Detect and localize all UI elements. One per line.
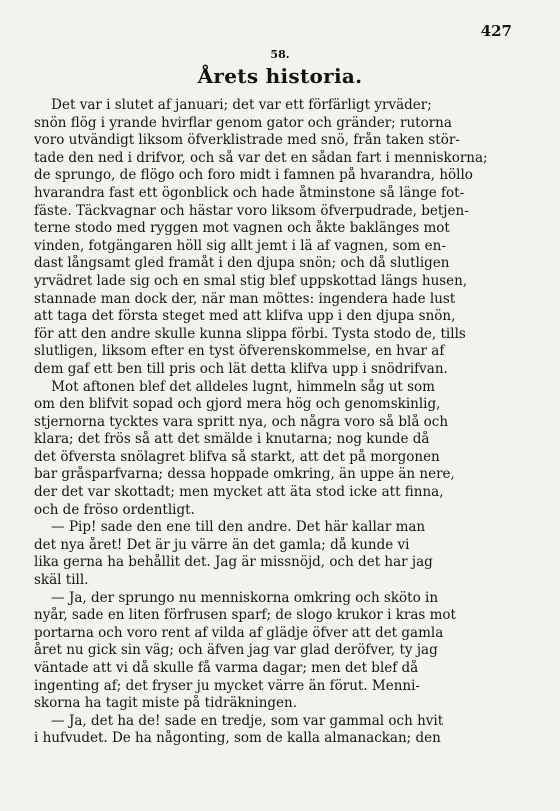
text-line: bar gråsparfvarna; dessa hoppade omkring, än uppe än nere, — [34, 466, 455, 483]
text-line: de sprungo, de flögo och foro midt i famnen på hvarandra, höllo — [34, 167, 473, 184]
body-text — [34, 97, 524, 748]
text-line: tade den ned i drifvor, och så var det en sådan fart i menniskorna; — [34, 149, 488, 166]
text-line: — Pip! sade den ene till den andre. Det här kallar man — [34, 519, 426, 536]
text-line: ingenting af; det fryser ju mycket värre än förut. Menni- — [34, 677, 420, 694]
text-line: klara; det frös så att det smälde i knutarna; nog kunde då — [34, 431, 430, 448]
text-line: lika gerna ha behållit det. Jag är missnöjd, och det har jag — [34, 554, 433, 571]
text-line: Mot aftonen blef det alldeles lugnt, himmeln såg ut som — [34, 378, 435, 395]
text-line: och de fröso ordentligt. — [34, 501, 195, 518]
text-line: stannade man dock der, när man möttes: ingendera hade lust — [34, 290, 456, 307]
text-line: om den blifvit sopad och gjord mera hög och genomskinlig, — [34, 396, 441, 413]
text-line: dast långsamt gled framåt i den djupa snön; och då slutligen — [34, 255, 450, 272]
page-number: 427 — [480, 22, 512, 40]
text-line: stjernorna tycktes vara spritt nya, och några voro så blå och — [34, 413, 449, 430]
chapter-number: 58. — [270, 48, 290, 61]
text-line: vinden, fotgängaren höll sig allt jemt i lä af vagnen, som en- — [34, 237, 446, 254]
text-line: slutligen, liksom efter en tyst öfverenskommelse, en hvar af — [34, 343, 445, 360]
text-line: dem gaf ett ben till pris och lät detta klifva upp i snödrifvan. — [34, 360, 448, 377]
text-line: voro utvändigt liksom öfverklistrade med snö, från taken stör- — [34, 132, 460, 149]
text-line: — Ja, der sprungo nu menniskorna omkring och sköto in — [34, 589, 439, 606]
text-line: snön flög i yrande hvirflar genom gator och gränder; rutorna — [34, 114, 452, 131]
text-line: det nya året! Det är ju värre än det gamla; då kunde vi — [34, 536, 410, 553]
text-line: terne stodo med ryggen mot vagnen och åkte baklänges mot — [34, 220, 450, 237]
text-line: hvarandra fast ett ögonblick och hade åtminstone så länge fot- — [34, 184, 465, 201]
text-line: — Ja, det ha de! sade en tredje, som var gammal och hvit — [34, 712, 444, 729]
text-line: fäste. Täckvagnar och hästar voro liksom öfverpudrade, betjen- — [34, 202, 469, 219]
text-line: i hufvudet. De ha någonting, som de kalla almanackan; den — [34, 730, 441, 747]
text-line: skäl till. — [34, 572, 89, 589]
text-line: skorna ha tagit miste på tidräkningen. — [34, 695, 298, 712]
text-line: för att den andre skulle kunna slippa förbi. Tysta stodo de, tills — [34, 325, 466, 342]
text-line: Det var i slutet af januari; det var ett förfärligt yrväder; — [34, 97, 432, 113]
text-line: der det var skottadt; men mycket att äta stod icke att finna, — [34, 484, 444, 501]
chapter-title: Årets historia. — [197, 64, 363, 88]
text-line: yrvädret lade sig och en smal stig blef uppskottad längs husen, — [34, 272, 468, 289]
text-line: att taga det första steget med att klifva upp i den djupa snön, — [34, 308, 456, 325]
text-line: portarna och voro rent af vilda af glädje öfver att det gamla — [34, 624, 444, 641]
text-line: året nu gick sin väg; och äfven jag var glad deröfver, ty jag — [34, 642, 438, 659]
text-line: nyår, sade en liten förfrusen sparf; de slogo krukor i kras mot — [34, 607, 456, 624]
text-line: det öfversta snölagret blifva så starkt, att det på morgonen — [34, 448, 440, 465]
text-line: väntade att vi då skulle få varma dagar; men det blef då — [34, 660, 419, 676]
